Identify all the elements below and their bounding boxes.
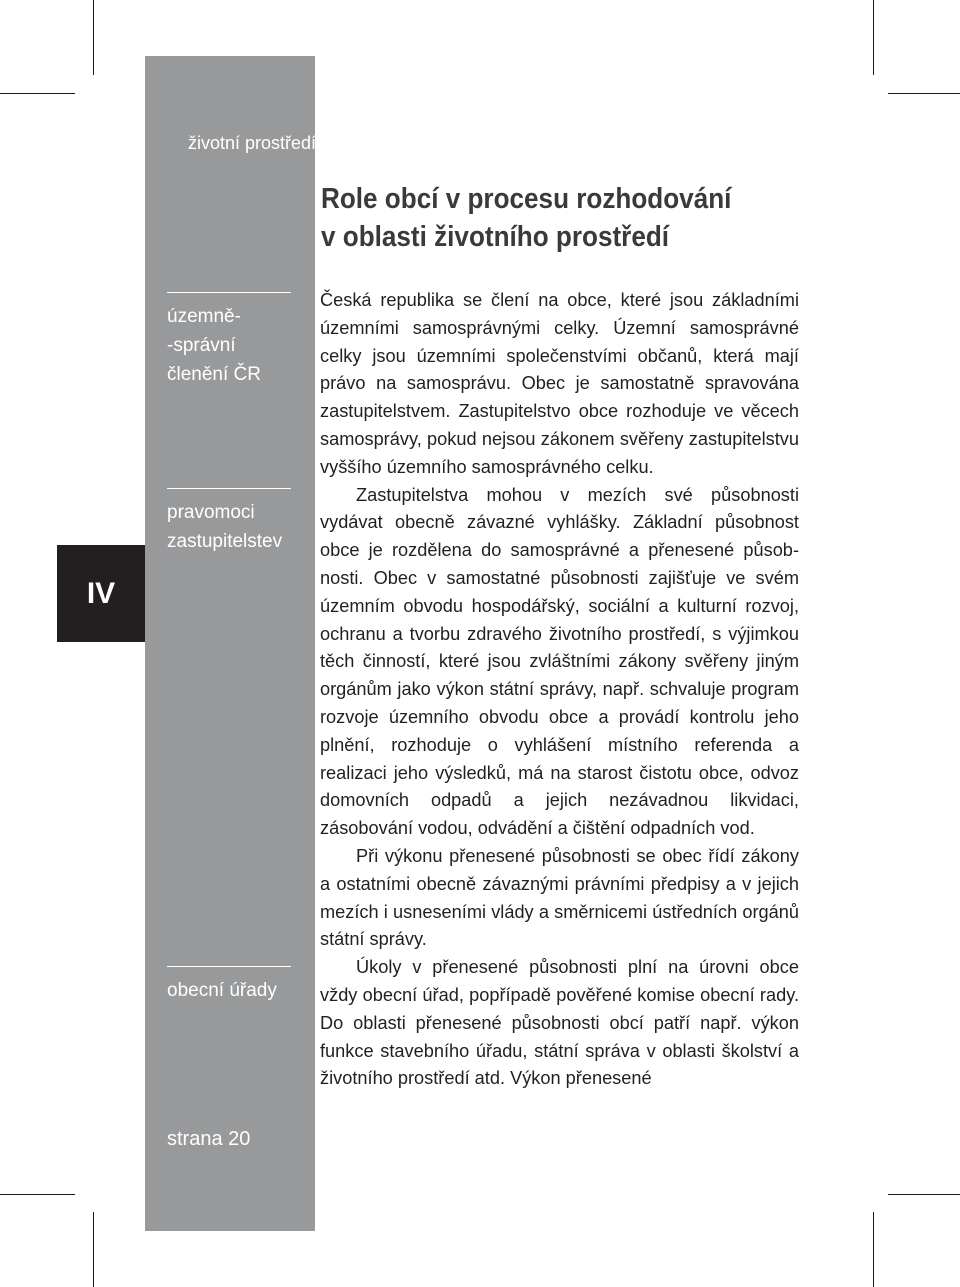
side-label-line: územně- xyxy=(167,306,241,327)
page-number: strana 20 xyxy=(167,1128,251,1150)
page-title-line: Role obcí v procesu rozhodování xyxy=(321,183,732,215)
category-label: životní prostředí, věc veřejná xyxy=(188,133,419,153)
crop-mark xyxy=(873,1212,874,1287)
crop-mark xyxy=(93,0,94,75)
body-paragraph: Úkoly v přenesené působnosti plní na úrovni obce vždy obecní úřad, popřípadě pověřené komise obecní rady. Do oblasti přenesené působnosti obcí patří např. výkon funkce stavebního úřadu, státní správa v oblasti školství a životního prostředí atd. Výkon přenesené xyxy=(320,957,799,1089)
side-label-uzemne-spravni-cleneni xyxy=(167,292,291,389)
crop-mark xyxy=(873,0,874,75)
side-label-line: -správní xyxy=(167,335,236,356)
page-title xyxy=(321,180,731,256)
crop-mark xyxy=(888,1194,960,1195)
side-label-line: členění ČR xyxy=(167,364,261,385)
body-paragraph: Zastupitelstva mohou v mezích své působnosti vydávat obecně závazné vyhlášky. Základní působnost obce je rozdělena do samosprávné a přenesené působnosti. Obec v samostatné působnosti zajišťuje ve svém územním obvodu hospodářský, sociální a kulturní rozvoj, ochranu a tvorbu zdravého životního prostředí, s výjimkou těch činností, které jsou zvláštními zákony svěřeny jiným orgánům jako výkon státní správy, např. schvaluje program rozvoje územního obvodu obce a provádí kontrolu jeho plnění, rozhoduje o vyhlášení místního referenda a realizaci jeho výsledků, má na starost čistotu obce, odvoz domovních odpadů a jejich nezávadnou likvidaci, zásobování vodou, odvádění a čištění odpadních vod. xyxy=(320,484,799,839)
sidebar xyxy=(145,56,315,1231)
chapter-tab: IV xyxy=(57,545,145,642)
body-paragraph: Při výkonu přenesené působnosti se obec řídí zákony a ostatními obecně závaznými právními předpisy a v jejich mezích i usneseními vlády a směrnicemi ústředních orgánů státní správy. xyxy=(320,845,799,950)
body-paragraph: Česká republika se člení na obce, které jsou základními územními samosprávnými celky. Územní samosprávné celky jsou územními společenstvími občanů, která mají právo na samosprávu. Obec je samostatně spravována zastupitelstvem. Zastupitelstvo obce rozhoduje ve věcech samosprávy, pokud nejsou zákonem svěřeny zastupitelstvu vyššího územního samosprávného celku. xyxy=(320,290,799,477)
side-label-line: pravomoci xyxy=(167,502,255,523)
crop-mark xyxy=(0,1194,75,1195)
side-label-pravomoci-zastupitelstev xyxy=(167,488,291,556)
crop-mark xyxy=(0,93,75,94)
side-label-line: zastupitelstev xyxy=(167,531,283,552)
page-title-line: v oblasti životního prostředí xyxy=(321,221,670,253)
crop-mark xyxy=(93,1212,94,1287)
crop-mark xyxy=(888,93,960,94)
side-label-obecni-urady xyxy=(167,966,291,1005)
body-text xyxy=(320,287,799,1093)
side-label-line: obecní úřady xyxy=(167,980,277,1001)
